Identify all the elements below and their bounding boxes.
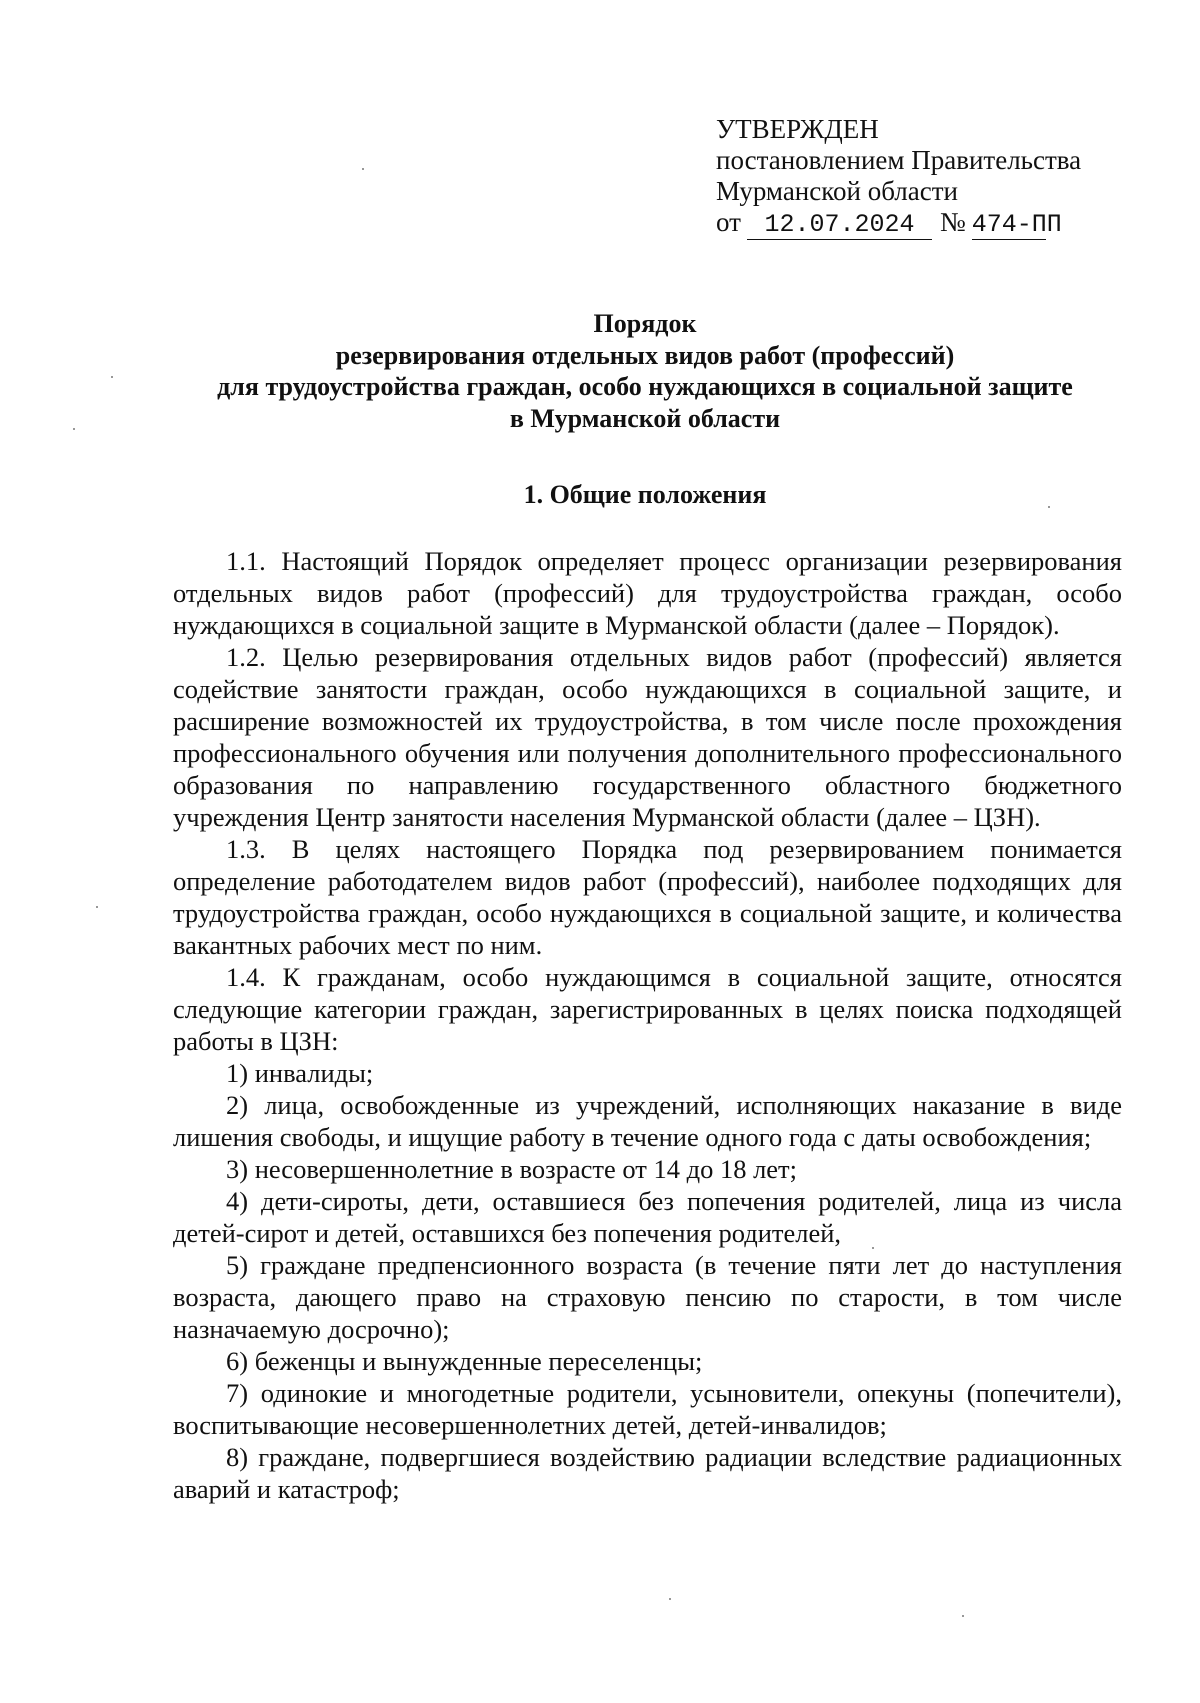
approval-stamp (716, 114, 1081, 240)
scan-speck (872, 1247, 874, 1249)
paragraph: 1.1. Настоящий Порядок определяет процесс организации резервирования отдельных видов работ (профессий) для трудоустройства граждан, особо нуждающихся в социальной защите в Мурманской области (далее – Порядок). (173, 546, 1122, 640)
list-item: 8) граждане, подвергшиеся воздействию радиации вследствие радиационных аварий и катастроф; (173, 1442, 1122, 1504)
scan-speck (362, 168, 364, 170)
scan-speck (962, 1615, 964, 1617)
number-prefix: № (939, 207, 966, 237)
scan-speck (111, 376, 113, 378)
approval-date: 12.07.2024 (747, 211, 932, 240)
title-line-3: для трудоустройства граждан, особо нуждающихся в социальной защите (217, 372, 1073, 401)
scan-speck (96, 906, 98, 908)
title-line-1: Порядок (593, 309, 697, 338)
list-item: 2) лица, освобожденные из учреждений, исполняющих наказание в виде лишения свободы, и ищущие работу в течение одного года с даты освобождения; (173, 1090, 1122, 1152)
document-title (0, 308, 1200, 434)
list-item: 1) инвалиды; (226, 1058, 374, 1088)
approval-heading: УТВЕРЖДЕН (716, 114, 879, 144)
scan-speck (73, 428, 75, 430)
section-heading: 1. Общие положения (523, 480, 767, 509)
scan-speck (1048, 506, 1050, 508)
list-item: 7) одинокие и многодетные родители, усыновители, опекуны (попечители), воспитывающие несовершеннолетних детей, детей-инвалидов; (173, 1378, 1122, 1440)
paragraph: 1.2. Целью резервирования отдельных видов работ (профессий) является содействие занятости граждан, особо нуждающихся в социальной защите, и расширение возможностей их трудоустройства, в том числе после прохождения профессионального обучения или получения дополнительного профессионального образования по направлению государственного областного бюджетного учреждения Центр занятости населения Мурманской области (далее – ЦЗН). (173, 642, 1122, 832)
list-item: 5) граждане предпенсионного возраста (в течение пяти лет до наступления возраста, дающего право на страховую пенсию по старости, в том числе назначаемую досрочно); (173, 1250, 1122, 1344)
date-prefix: от (716, 207, 741, 237)
list-item: 6) беженцы и вынужденные переселенцы; (226, 1346, 703, 1376)
title-line-2: резервирования отдельных видов работ (профессий) (335, 340, 955, 370)
approval-line-1: постановлением Правительства (716, 145, 1082, 175)
approval-line-2: Мурманской области (716, 176, 958, 206)
list-item: 3) несовершеннолетние в возрасте от 14 до 18 лет; (226, 1154, 798, 1184)
section-body (173, 545, 1122, 1505)
paragraph: 1.3. В целях настоящего Порядка под резервированием понимается определение работодателем видов работ (профессий), наиболее подходящих для трудоустройства граждан, особо нуждающихся в социальной защите, и количества вакантных рабочих мест по ним. (173, 834, 1122, 960)
approval-number: 474-ПП (971, 210, 1062, 239)
approval-date-line (716, 207, 1081, 240)
list-item: 4) дети-сироты, дети, оставшиеся без попечения родителей, лица из числа детей-сирот и детей, оставшихся без попечения родителей, (173, 1186, 1122, 1248)
scan-speck (669, 1598, 671, 1600)
title-line-4: в Мурманской области (509, 403, 781, 433)
paragraph: 1.4. К гражданам, особо нуждающимся в социальной защите, относятся следующие категории граждан, зарегистрированных в целях поиска подходящей работы в ЦЗН: (173, 962, 1122, 1056)
